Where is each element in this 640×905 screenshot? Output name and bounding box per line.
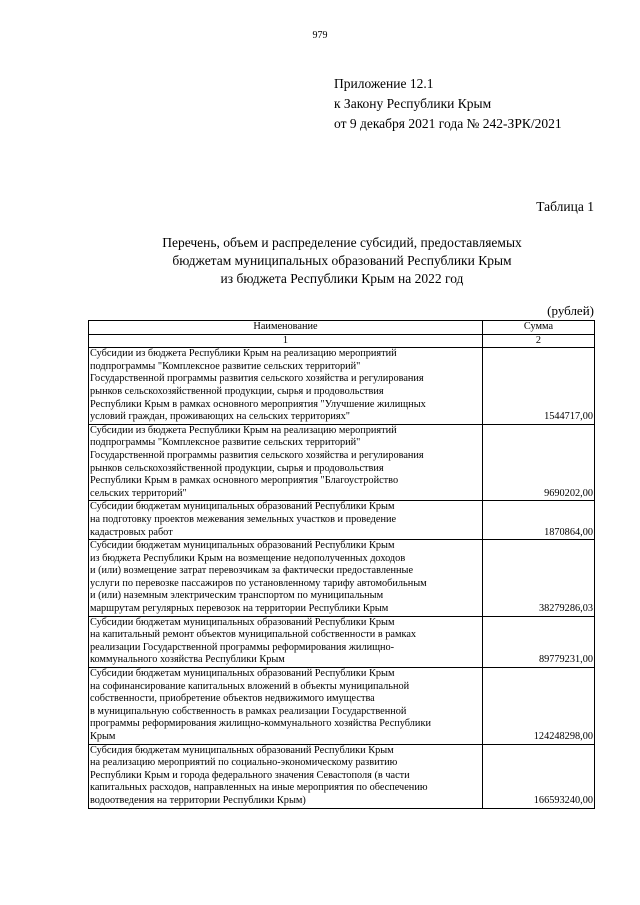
table-label: Таблица 1	[536, 199, 594, 214]
subsidy-name-line: рынков сельскохозяйственной продукции, сырья и продовольствия	[90, 462, 384, 474]
column-number: 2	[483, 334, 595, 348]
table-row	[89, 501, 595, 540]
subsidy-name-line: Субсидии из бюджета Республики Крым на реализацию мероприятий	[90, 424, 397, 436]
title-line: Перечень, объем и распределение субсидий, предоставляемых	[162, 235, 522, 250]
subsidy-name-line: Субсидия бюджетам муниципальных образований Республики Крым	[90, 744, 394, 756]
subsidy-name-line: маршрутам регулярных перевозок на территории Республики Крым	[90, 603, 389, 615]
table-row	[89, 668, 595, 745]
subsidy-name-cell	[89, 668, 483, 745]
subsidy-name-line: услуги по перевозке пассажиров по установленному тарифу автомобильным	[90, 577, 427, 589]
subsidy-amount-cell: 89779231,00	[483, 616, 595, 667]
appendix-line: Приложение 12.1	[334, 76, 434, 91]
appendix-block	[334, 74, 562, 134]
subsidy-name-line: Субсидии из бюджета Республики Крым на реализацию мероприятий	[90, 348, 397, 360]
subsidy-name-line: Государственной программы развития сельского хозяйства и регулирования	[90, 373, 424, 385]
subsidy-name-line: Государственной программы развития сельского хозяйства и регулирования	[90, 449, 424, 461]
subsidy-name-cell	[89, 501, 483, 540]
subsidy-name-line: условий граждан, проживающих на сельских территориях"	[90, 411, 351, 423]
column-number: 1	[89, 334, 483, 348]
subsidy-name-cell	[89, 616, 483, 667]
table-row	[89, 540, 595, 617]
subsidy-name-line: Субсидии бюджетам муниципальных образований Республики Крым	[90, 668, 395, 680]
subsidy-name-line: в муниципальную собственность в рамках реализации Государственной	[90, 705, 407, 717]
subsidy-name-cell	[89, 424, 483, 501]
subsidy-name-line: рынков сельскохозяйственной продукции, сырья и продовольствия	[90, 385, 384, 397]
page-number: 979	[312, 30, 328, 41]
column-number-row	[89, 334, 595, 348]
header-amount: Сумма	[483, 321, 595, 335]
subsidy-name-cell	[89, 348, 483, 425]
subsidy-name-line: и (или) возмещение затрат перевозчикам за фактически предоставленные	[90, 565, 414, 577]
table-row	[89, 424, 595, 501]
subsidy-name-line: подпрограммы "Комплексное развитие сельских территорий"	[90, 437, 361, 449]
subsidy-amount-cell: 9690202,00	[483, 424, 595, 501]
subsidy-name-line: кадастровых работ	[90, 526, 173, 538]
subsidy-name-line: и (или) наземным электрическим транспортом по муниципальным	[90, 590, 384, 602]
subsidy-amount-cell: 166593240,00	[483, 744, 595, 808]
subsidy-table	[88, 320, 595, 809]
title-line: бюджетам муниципальных образований Республики Крым	[172, 253, 512, 268]
table-body	[89, 348, 595, 808]
subsidy-name-line: из бюджета Республики Крым на возмещение недополученных доходов	[90, 552, 406, 564]
subsidy-name-line: Республики Крым и города федерального значения Севастополя (в части	[90, 769, 410, 781]
document-title	[88, 234, 596, 288]
appendix-line: к Закону Республики Крым	[334, 96, 492, 111]
subsidy-amount-cell: 38279286,03	[483, 540, 595, 617]
appendix-line: от 9 декабря 2021 года № 242-ЗРК/2021	[334, 116, 562, 131]
subsidy-name-line: Субсидии бюджетам муниципальных образований Республики Крым	[90, 540, 395, 552]
subsidy-name-line: на подготовку проектов межевания земельных участков и проведение	[90, 513, 397, 525]
table-row	[89, 616, 595, 667]
subsidy-name-line: Субсидии бюджетам муниципальных образований Республики Крым	[90, 501, 395, 513]
subsidy-name-line: на софинансирование капитальных вложений в объекты муниципальной	[90, 680, 410, 692]
units-label: (рублей)	[547, 303, 594, 318]
subsidy-amount-cell: 1870864,00	[483, 501, 595, 540]
subsidy-name-line: подпрограммы "Комплексное развитие сельских территорий"	[90, 360, 361, 372]
subsidy-name-cell	[89, 744, 483, 808]
title-line: из бюджета Республики Крым на 2022 год	[220, 271, 464, 286]
header-name: Наименование	[89, 321, 483, 335]
subsidy-name-line: коммунального хозяйства Республики Крым	[90, 654, 285, 666]
subsidy-name-line: сельских территорий"	[90, 487, 187, 499]
subsidy-name-line: Субсидии бюджетам муниципальных образований Республики Крым	[90, 616, 395, 628]
subsidy-name-line: Крым	[90, 731, 116, 742]
header-row	[89, 321, 595, 335]
subsidy-amount-cell: 124248298,00	[483, 668, 595, 745]
table-row	[89, 744, 595, 808]
subsidy-name-line: на капитальный ремонт объектов муниципальной собственности в рамках	[90, 629, 417, 641]
subsidy-name-line: реализации Государственной программы реформирования жилищно-	[90, 641, 395, 653]
subsidy-name-line: Республики Крым в рамках основного мероприятия "Улучшение жилищных	[90, 398, 426, 410]
subsidy-name-line: Республики Крым в рамках основного мероприятия "Благоустройство	[90, 475, 399, 487]
subsidy-name-line: программы реформирования жилищно-коммунального хозяйства Республики	[90, 718, 431, 730]
subsidy-amount-cell: 1544717,00	[483, 348, 595, 425]
table-row	[89, 348, 595, 425]
subsidy-name-cell	[89, 540, 483, 617]
subsidy-name-line: собственности, приобретение объектов недвижимого имущества	[90, 693, 375, 705]
subsidy-name-line: водоотведения на территории Республики Крым)	[90, 794, 306, 806]
subsidy-name-line: на реализацию мероприятий по социально-экономическому развитию	[90, 757, 398, 769]
subsidy-name-line: капитальных расходов, направленных на иные мероприятия по обеспечению	[90, 782, 428, 794]
